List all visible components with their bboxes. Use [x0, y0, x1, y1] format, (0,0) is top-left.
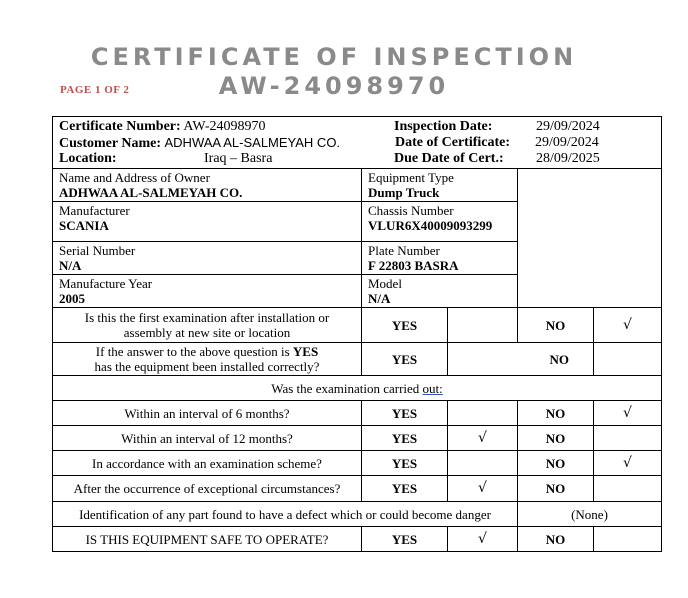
yes-check: [448, 308, 518, 343]
blank-cell: [518, 169, 662, 202]
yes-check: [448, 451, 518, 476]
section-heading: [53, 376, 662, 401]
blank-cell: [518, 275, 662, 308]
yes-check: [448, 401, 518, 426]
inspection-table: [52, 116, 662, 552]
manufacturer-label: Manufacturer: [59, 203, 130, 218]
date-of-certificate-value: 29/09/2024: [535, 135, 599, 150]
equipment-type-value: Dump Truck: [368, 185, 440, 200]
no-label: NO: [518, 476, 594, 502]
question-text: [53, 343, 362, 376]
serial-row: [53, 242, 662, 275]
yes-check: √: [448, 476, 518, 502]
no-check: √: [594, 308, 662, 343]
no-label: NO: [448, 343, 594, 376]
no-check: √: [594, 451, 662, 476]
yes-label: YES: [362, 308, 448, 343]
question-text: Within an interval of 12 months?: [53, 426, 362, 451]
yes-label: YES: [362, 527, 448, 552]
section-row: [53, 376, 662, 401]
blank-cell: [518, 202, 662, 242]
model-label: Model: [368, 276, 402, 291]
yes-label: YES: [362, 451, 448, 476]
no-check: [594, 527, 662, 552]
no-check: √: [594, 401, 662, 426]
no-check: [594, 426, 662, 451]
chassis-label: Chassis Number: [368, 203, 454, 218]
interval-row: [53, 401, 662, 426]
manufacturer-row: [53, 202, 662, 242]
interval-row: [53, 451, 662, 476]
no-label: NO: [518, 308, 594, 343]
question-text: Within an interval of 6 months?: [53, 401, 362, 426]
question-text-bold: YES: [292, 344, 319, 359]
question-row: [53, 343, 662, 376]
customer-value: ADHWAA AL-SALMEYAH CO.: [164, 135, 341, 150]
date-of-certificate-label: Date of Certificate:: [395, 135, 511, 150]
due-date-value: 28/09/2025: [536, 151, 600, 166]
section-heading-underlined: out:: [422, 380, 443, 396]
serial-label: Serial Number: [59, 243, 136, 258]
plate-label: Plate Number: [368, 243, 440, 258]
year-value: 2005: [59, 291, 85, 306]
blank-cell: [518, 242, 662, 275]
due-date-label: Due Date of Cert.:: [394, 151, 504, 166]
owner-value: ADHWAA AL-SALMEYAH CO.: [59, 185, 243, 200]
certificate-code: AW-24098970: [218, 72, 450, 100]
question-text-part: has the equipment been installed correctly?: [94, 359, 320, 374]
customer-label: Customer Name:: [59, 136, 161, 151]
cert-number-value: AW-24098970: [183, 119, 266, 134]
defect-question: Identification of any part found to have a defect which or could become danger: [53, 502, 518, 527]
yes-check: √: [448, 527, 518, 552]
question-text: After the occurrence of exceptional circumstances?: [53, 476, 362, 502]
equipment-type-label: Equipment Type: [368, 170, 454, 185]
yes-check: √: [448, 426, 518, 451]
document-title: CERTIFICATE OF INSPECTION: [90, 43, 578, 71]
page-indicator: PAGE 1 OF 2: [60, 84, 130, 96]
question-text-part: If the answer to the above question is: [95, 344, 293, 359]
question-row: [53, 308, 662, 343]
interval-row: [53, 476, 662, 502]
yes-label: YES: [362, 401, 448, 426]
question-text: In accordance with an examination scheme?: [53, 451, 362, 476]
yes-label: YES: [362, 426, 448, 451]
serial-value: N/A: [59, 258, 82, 273]
location-label: Location:: [59, 151, 117, 166]
no-check: [594, 476, 662, 502]
year-label: Manufacture Year: [59, 276, 153, 291]
manufacturer-value: SCANIA: [59, 218, 109, 233]
chassis-value: VLUR6X40009093299: [368, 218, 493, 233]
safe-row: [53, 527, 662, 552]
inspection-date-label: Inspection Date:: [394, 119, 493, 134]
certificate-header-row: [53, 117, 662, 169]
section-heading-text: Was the examination carried: [271, 380, 423, 396]
owner-row: [53, 169, 662, 202]
no-label: NO: [518, 451, 594, 476]
interval-row: [53, 426, 662, 451]
no-label: NO: [518, 527, 594, 552]
model-value: N/A: [368, 291, 391, 306]
defect-answer: (None): [518, 502, 662, 527]
yes-label: YES: [362, 476, 448, 502]
inspection-date-value: 29/09/2024: [536, 119, 600, 134]
plate-value: F 22803 BASRA: [368, 258, 459, 273]
cert-number-label: Certificate Number:: [59, 119, 181, 134]
question-text: Is this the first examination after installation or assembly at new site or location: [53, 308, 362, 343]
no-check: [594, 343, 662, 376]
safe-question: IS THIS EQUIPMENT SAFE TO OPERATE?: [53, 527, 362, 552]
no-label: NO: [518, 426, 594, 451]
owner-label: Name and Address of Owner: [59, 170, 210, 185]
location-value: Iraq – Basra: [204, 151, 273, 166]
year-row: [53, 275, 662, 308]
defect-row: [53, 502, 662, 527]
yes-label: YES: [362, 343, 448, 376]
no-label: NO: [518, 401, 594, 426]
